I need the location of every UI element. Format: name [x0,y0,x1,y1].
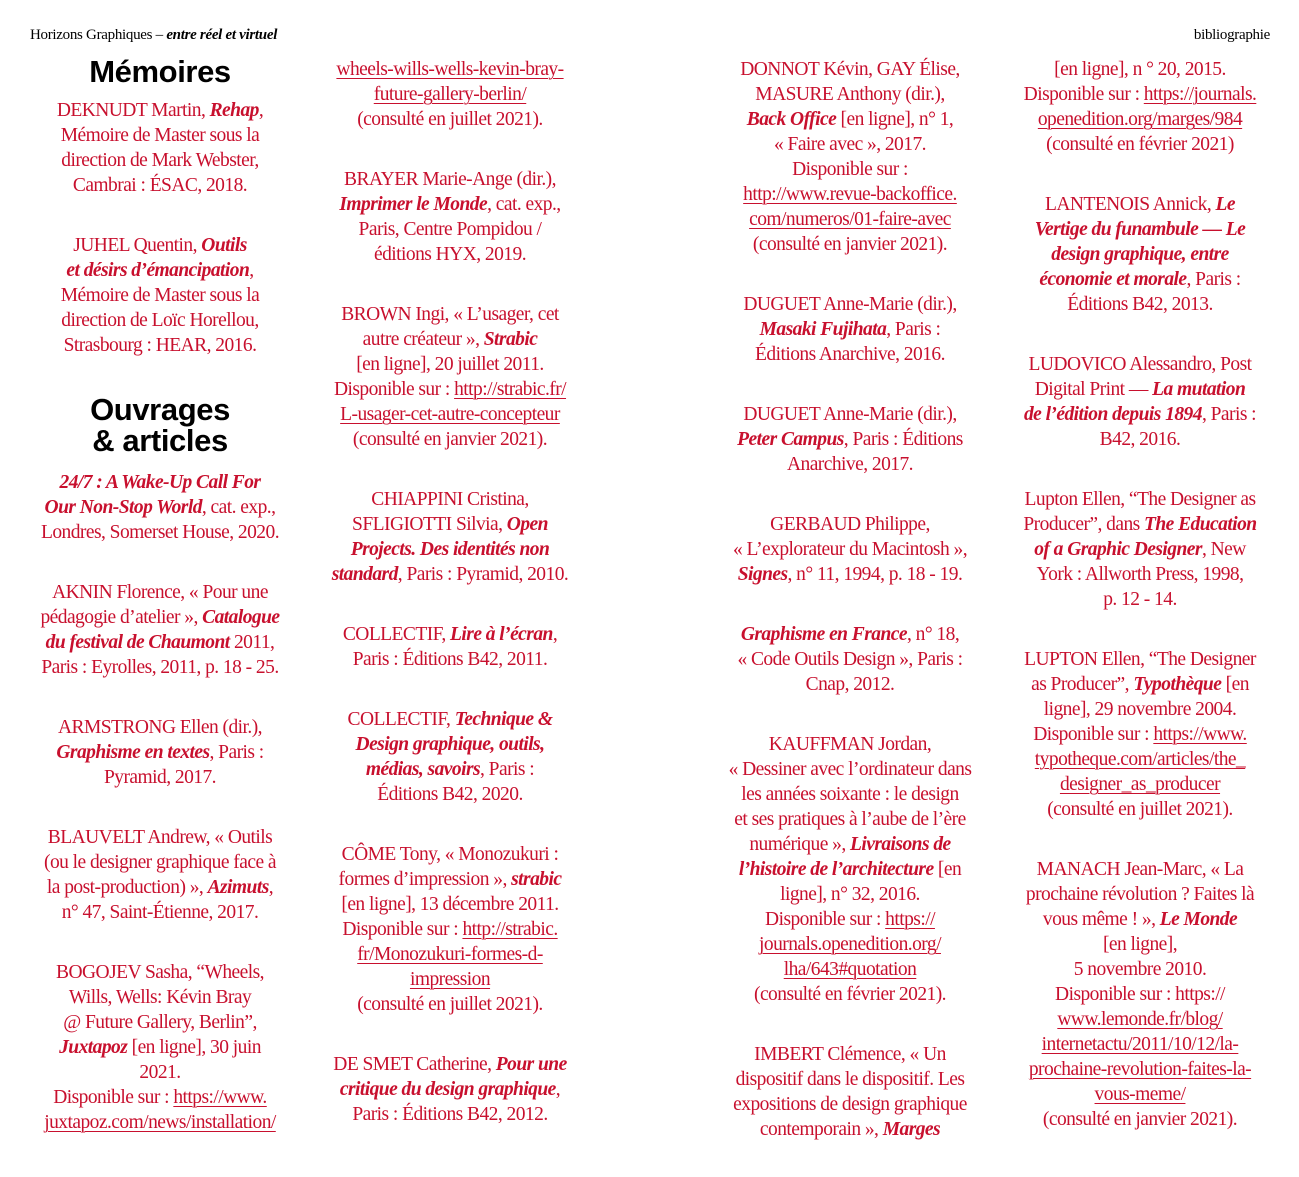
entry-text: (consulté en juillet 2021). [357,994,543,1015]
entry-text: , cat. exp., [487,194,561,215]
entry-text: , Paris : [209,742,264,763]
title-italic: l’histoire de l’architecture [738,859,934,880]
entry-text: , [249,260,254,281]
title-italic: Technique & [454,709,553,730]
entry-text: [en ligne], n ° 20, 2015. [1054,59,1226,80]
entry-text: B42, 2016. [1099,429,1181,450]
entry-text: York : Allworth Press, 1998, [1036,564,1244,585]
entry-text: , Paris : Éditions [843,429,963,450]
entry-text: , n° 11, 1994, p. 18 - 19. [787,564,963,585]
url-link[interactable]: lha/643#quotation [783,959,917,980]
entry-text: ligne], 29 novembre 2004. [1043,699,1237,720]
url-link[interactable]: www.lemonde.fr/blog/ [1057,1009,1223,1030]
entry-text: (consulté en février 2021). [754,984,946,1005]
entry-text: Paris : Éditions B42, 2011. [352,649,548,670]
url-link[interactable]: http://strabic.fr/ [454,379,567,400]
title-italic: of a Graphic Designer [1034,539,1202,560]
entry-text: (ou le designer graphique face à [44,852,276,873]
bibliography-entry [1008,352,1272,452]
entry-text: Cnap, 2012. [805,674,895,695]
entry-text: Disponible sur : [342,919,463,940]
entry-text: Disponible sur : https:// [1055,984,1225,1005]
entry-text: vous même ! », [1042,909,1160,930]
bibliography-entry [1008,647,1272,822]
entry-text: direction de Loïc Horellou, [61,310,259,331]
bibliography-entry [28,960,292,1135]
entry-text: CHIAPPINI Cristina, [371,489,529,510]
entry-text: Éditions Anarchive, 2016. [755,344,945,365]
column-3 [718,56,982,1177]
entry-text: , cat. exp., [201,497,276,518]
entry-text: (consulté en février 2021) [1046,134,1234,155]
entry-text: , [258,100,264,121]
url-link[interactable]: L-usager-cet-autre-concepteur [340,404,560,425]
title-italic: The Education [1144,514,1257,535]
entry-text: (consulté en janvier 2021). [752,234,948,255]
title-italic: Graphisme en textes [56,742,210,763]
bibliography-entry [28,470,292,545]
url-link[interactable]: http://strabic. [462,919,558,940]
bibliography-entry [718,292,982,367]
url-link[interactable]: com/numeros/01-faire-avec [749,209,951,230]
entry-text: Cambrai : ÉSAC, 2018. [72,175,248,196]
entry-text: [en ligne], [1102,934,1178,955]
entry-text: LUPTON Ellen, “The Designer [1024,649,1256,670]
title-italic: Back Office [746,109,837,130]
bibliography-entry [1008,57,1272,157]
bibliography-entry [318,57,582,132]
entry-text: « Faire avec », 2017. [774,134,926,155]
title-italic: Vertige du funambule — Le [1034,219,1246,240]
title-italic: Design graphique, outils, [355,734,545,755]
title-italic: Rehap [209,100,259,121]
entry-text: 5 novembre 2010. [1073,959,1207,980]
entry-text: IMBERT Clémence, « Un [754,1044,946,1065]
entry-text: [en ligne], n° 1, [836,109,954,130]
title-italic: médias, savoirs [365,759,481,780]
entry-text: 2021. [139,1062,181,1083]
title-italic: Le Monde [1159,909,1238,930]
entry-text: et ses pratiques à l’aube de l’ère [734,809,966,830]
url-link[interactable]: https://journals. [1143,84,1257,105]
entry-text: CÔME Tony, « Monozukuri : [341,844,559,865]
title-italic: design graphique, entre [1051,244,1229,265]
title-italic: standard [331,564,398,585]
entry-text: expositions de design graphique [733,1094,967,1115]
title-italic: Projects. Des identités non [350,539,550,560]
title-italic: Marges [882,1119,941,1140]
entry-text: [en ligne], 30 juin [127,1037,261,1058]
column-1-ouvrages [28,470,292,1135]
entry-text: , n° 18, [907,624,960,645]
section-title-ouvrages: Ouvrages & articles [90,392,230,458]
entry-text: n° 47, Saint-Étienne, 2017. [61,902,259,923]
entry-text: LUDOVICO Alessandro, Post [1028,354,1252,375]
url-link[interactable]: juxtapoz.com/news/installation/ [44,1112,276,1133]
entry-text: Londres, Somerset House, 2020. [40,522,280,543]
title-italic: Open [506,514,548,535]
entry-text: « Code Outils Design », Paris : [737,649,963,670]
title-italic: Le [1215,194,1235,215]
bibliography-entry [1008,487,1272,612]
entry-text: (consulté en janvier 2021). [1042,1109,1238,1130]
title-italic: 24/7 : A Wake-Up Call For [59,472,261,493]
title-italic: critique du design graphique [339,1079,556,1100]
entry-text: Anarchive, 2017. [786,454,914,475]
title-italic: Typothèque [1133,674,1222,695]
entry-text: numérique », [749,834,850,855]
entry-text: Paris : Éditions B42, 2012. [352,1104,548,1125]
entry-text: Pyramid, 2017. [103,767,216,788]
entry-text: [en [933,859,962,880]
title-italic: de l’édition depuis 1894 [1023,404,1202,425]
entry-text: Mémoire de Master sous la [60,285,260,306]
entry-text: Disponible sur : [333,379,455,400]
entry-text: DONNOT Kévin, GAY Élise, [740,59,960,80]
book-subtitle: entre réel et virtuel [166,27,278,43]
column-1 [28,56,292,1170]
title-italic: Lire à l’écran [450,624,553,645]
url-link[interactable]: internetactu/2011/10/12/la- [1041,1034,1239,1055]
bibliography-entry [718,1042,982,1142]
entry-text: Mémoire de Master sous la [60,125,260,146]
bibliography-entry [318,167,582,267]
entry-text: Disponible sur : [1033,724,1154,745]
title-italic: La mutation [1152,379,1246,400]
url-link[interactable]: http://www.revue-backoffice. [743,184,957,205]
url-link[interactable]: impression [409,969,491,990]
entry-text: Digital Print — [1034,379,1153,400]
section-title-memoires: Mémoires [89,54,231,89]
title-italic: Livraisons de [849,834,951,855]
entry-text: (consulté en janvier 2021). [352,429,548,450]
bibliography-entry [1008,857,1272,1132]
entry-text: Strasbourg : HEAR, 2016. [63,335,257,356]
entry-text: dispositif dans le dispositif. Les [735,1069,965,1090]
url-link[interactable]: vous-meme/ [1094,1084,1186,1105]
entry-text: Éditions B42, 2020. [377,784,523,805]
running-header-right: bibliographie [1193,27,1270,43]
bibliography-entry [318,487,582,587]
entry-text: direction de Mark Webster, [61,150,259,171]
entry-text: p. 12 - 14. [1103,589,1177,610]
entry-text: JUHEL Quentin, [73,235,202,256]
title-italic: Signes [737,564,788,585]
url-link[interactable]: https://www. [1153,724,1247,745]
entry-text: Disponible sur : [53,1087,174,1108]
entry-text: as Producer”, [1031,674,1134,695]
url-link[interactable]: fr/Monozukuri-formes-d- [357,944,543,965]
bibliography-entry [318,707,582,807]
title-italic: Masaki Fujihata [759,319,887,340]
entry-text: , Paris : [886,319,941,340]
title-italic: économie et morale [1039,269,1187,290]
entry-text: BRAYER Marie-Ange (dir.), [344,169,556,190]
title-italic: Our Non-Stop World [44,497,202,518]
entry-text: DEKNUDT Martin, [56,100,210,121]
book-title: Horizons Graphiques [30,27,153,43]
entry-text: MANACH Jean-Marc, « La [1036,859,1244,880]
bibliography-entry [718,57,982,257]
header-separator: – [152,27,167,43]
entry-text: ARMSTRONG Ellen (dir.), [57,717,262,738]
entry-text: , Paris : [1186,269,1241,290]
entry-text: [en [1221,674,1249,695]
entry-text: AKNIN Florence, « Pour une [52,582,268,603]
entry-text: ligne], n° 32, 2016. [780,884,920,905]
title-italic: Outils [201,235,247,256]
title-italic: Imprimer le Monde [339,194,488,215]
entry-text: Paris, Centre Pompidou / [358,219,542,240]
entry-text: Disponible sur : [1023,84,1144,105]
entry-text: Producer”, dans [1023,514,1145,535]
entry-text: (consulté en juillet 2021). [357,109,543,130]
entry-text: les années soixante : le design [741,784,959,805]
url-link[interactable]: openedition.org/marges/984 [1037,109,1243,130]
bibliography-entry [318,842,582,1017]
bibliography-entry [718,512,982,587]
bibliography-entry [28,98,292,198]
entry-text: Disponible sur : [765,909,886,930]
url-link[interactable]: journals.openedition.org/ [759,934,941,955]
entry-text: Lupton Ellen, “The Designer as [1024,489,1256,510]
bibliography-entry [718,732,982,1007]
column-4 [1008,56,1272,1167]
entry-text: « Dessiner avec l’ordinateur dans [728,759,972,780]
entry-text: COLLECTIF, [342,624,451,645]
title-italic: et désirs d’émancipation [66,260,250,281]
entry-text: LANTENOIS Annick, [1045,194,1216,215]
entry-text: « L’explorateur du Macintosh », [732,539,968,560]
bibliography-entry [718,402,982,477]
url-link[interactable]: https://www. [173,1087,267,1108]
entry-text: autre créateur », [362,329,484,350]
entry-text: 2011, [229,632,275,653]
title-italic: Graphisme en France [740,624,907,645]
entry-text: Paris : Eyrolles, 2011, p. 18 - 25. [41,657,279,678]
entry-text: [en ligne], 20 juillet 2011. [356,354,544,375]
column-1-memoires [28,98,292,358]
entry-text: formes d’impression », [338,869,512,890]
entry-text: la post-production) », [46,877,208,898]
entry-text: , [555,1079,561,1100]
bibliography-entry [1008,192,1272,317]
entry-text: , [268,877,274,898]
entry-text: @ Future Gallery, Berlin”, [63,1012,257,1033]
title-italic: Catalogue [202,607,280,628]
entry-text: Éditions B42, 2013. [1067,294,1213,315]
entry-text: , Paris : [480,759,535,780]
entry-text: prochaine révolution ? Faites là [1025,884,1255,905]
entry-text: Disponible sur : [792,159,908,180]
url-link[interactable]: https:// [885,909,935,930]
entry-text: DE SMET Catherine, [333,1054,496,1075]
entry-text: , New [1201,539,1246,560]
title-italic: Pour une [495,1054,567,1075]
bibliography-entry [318,1052,582,1127]
entry-text: BROWN Ingi, « L’usager, cet [341,304,559,325]
bibliography-entry [28,825,292,925]
entry-text: COLLECTIF, [347,709,455,730]
entry-text: éditions HYX, 2019. [373,244,527,265]
title-italic: du festival de Chaumont [45,632,230,653]
url-link[interactable]: future-gallery-berlin/ [373,84,527,105]
entry-text: Wills, Wells: Kévin Bray [68,987,252,1008]
url-link[interactable]: wheels-wills-wells-kevin-bray- [336,59,564,80]
bibliography-entry [28,233,292,358]
bibliography-entry [318,302,582,452]
entry-text: GERBAUD Philippe, [770,514,930,535]
url-link[interactable]: prochaine-revolution-faites-la- [1028,1059,1252,1080]
entry-text: SFLIGIOTTI Silvia, [352,514,507,535]
entry-text: , Paris : Pyramid, 2010. [397,564,569,585]
bibliography-entry [28,715,292,790]
title-italic: Juxtapoz [59,1037,128,1058]
title-italic: Azimuts [207,877,269,898]
entry-text: contemporain », [759,1119,883,1140]
entry-text: , [552,624,558,645]
title-italic: Peter Campus [737,429,844,450]
entry-text: , Paris : [1201,404,1257,425]
entry-text: DUGUET Anne-Marie (dir.), [743,294,957,315]
entry-text: KAUFFMAN Jordan, [768,734,932,755]
bibliography-entry [318,622,582,672]
entry-text: pédagogie d’atelier », [40,607,203,628]
entry-text: BLAUVELT Andrew, « Outils [47,827,273,848]
entry-text: (consulté en juillet 2021). [1047,799,1233,820]
url-link[interactable]: typotheque.com/articles/the_ [1034,749,1246,770]
entry-text: MASURE Anthony (dir.), [755,84,945,105]
bibliography-entry [28,580,292,680]
title-italic: Strabic [483,329,538,350]
bibliography-entry [718,622,982,697]
entry-text: DUGUET Anne-Marie (dir.), [743,404,957,425]
url-link[interactable]: designer_as_producer [1059,774,1221,795]
running-header-left [30,27,277,44]
title-italic: strabic [511,869,562,890]
entry-text: BOGOJEV Sasha, “Wheels, [56,962,264,983]
column-2 [318,56,582,1162]
entry-text: [en ligne], 13 décembre 2011. [341,894,559,915]
